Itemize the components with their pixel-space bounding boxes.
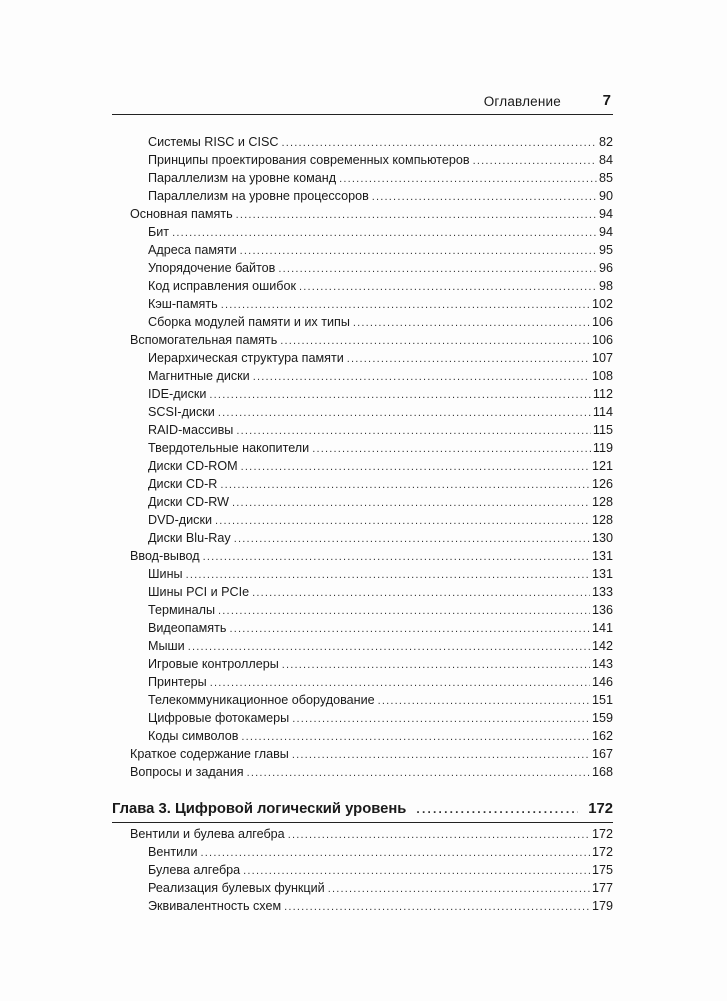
entry-page-number: 131 bbox=[591, 549, 613, 563]
dot-leader bbox=[236, 206, 597, 224]
dot-leader bbox=[312, 440, 591, 458]
toc-section-entry[interactable] bbox=[112, 763, 613, 781]
toc-chapter-heading[interactable] bbox=[112, 797, 613, 821]
toc-subsection-entry[interactable] bbox=[112, 439, 613, 457]
entry-title: Сборка модулей памяти и их типы bbox=[148, 315, 350, 329]
toc-subsection-entry[interactable] bbox=[112, 169, 613, 187]
toc-subsection-entry[interactable] bbox=[112, 151, 613, 169]
dot-leader bbox=[218, 404, 591, 422]
toc-subsection-entry[interactable] bbox=[112, 843, 613, 861]
header-page-number: 7 bbox=[602, 92, 611, 109]
dot-leader bbox=[215, 512, 590, 530]
dot-leader bbox=[280, 332, 590, 350]
entry-title: IDE-диски bbox=[148, 387, 207, 401]
entry-page-number: 108 bbox=[591, 369, 613, 383]
entry-title: Терминалы bbox=[148, 603, 216, 617]
entry-page-number: 131 bbox=[591, 567, 613, 581]
entry-page-number: 90 bbox=[598, 189, 613, 203]
dot-leader bbox=[328, 880, 590, 898]
entry-title: Эквивалентность схем bbox=[148, 899, 282, 913]
entry-page-number: 128 bbox=[591, 495, 613, 509]
entry-page-number: 136 bbox=[591, 603, 613, 617]
dot-leader bbox=[282, 656, 590, 674]
entry-page-number: 98 bbox=[598, 279, 613, 293]
dot-leader bbox=[253, 368, 590, 386]
dot-leader bbox=[232, 494, 590, 512]
entry-title: Вентили bbox=[148, 845, 198, 859]
header-title: Оглавление bbox=[483, 94, 561, 109]
dot-leader bbox=[299, 278, 597, 296]
toc-subsection-entry[interactable] bbox=[112, 879, 613, 897]
toc-section-entry[interactable] bbox=[112, 745, 613, 763]
entry-title: Шины PCI и PCIe bbox=[148, 585, 250, 599]
entry-title: Кэш-память bbox=[148, 297, 218, 311]
running-header bbox=[112, 92, 613, 112]
entry-page-number: 133 bbox=[591, 585, 613, 599]
dot-leader bbox=[292, 710, 590, 728]
chapter-entries bbox=[112, 825, 613, 915]
entry-page-number: 151 bbox=[591, 693, 613, 707]
dot-leader bbox=[347, 350, 590, 368]
entry-title: Магнитные диски bbox=[148, 369, 250, 383]
entry-page-number: 146 bbox=[591, 675, 613, 689]
toc-subsection-entry[interactable] bbox=[112, 861, 613, 879]
entry-title: Видеопамять bbox=[148, 621, 227, 635]
toc-section-entry[interactable] bbox=[112, 205, 613, 223]
entry-title: Диски CD-ROM bbox=[148, 459, 238, 473]
toc-subsection-entry[interactable] bbox=[112, 349, 613, 367]
entry-page-number: 121 bbox=[591, 459, 613, 473]
dot-leader bbox=[339, 170, 597, 188]
dot-leader bbox=[203, 548, 590, 566]
toc-section-entry[interactable] bbox=[112, 331, 613, 349]
toc-subsection-entry[interactable] bbox=[112, 313, 613, 331]
entry-title: DVD-диски bbox=[148, 513, 213, 527]
entry-title: Адреса памяти bbox=[148, 243, 237, 257]
dot-leader bbox=[243, 862, 590, 880]
entry-page-number: 102 bbox=[591, 297, 613, 311]
chapter-title: Глава 3. Цифровой логический уровень bbox=[112, 801, 407, 817]
toc-subsection-entry[interactable] bbox=[112, 367, 613, 385]
dot-leader bbox=[221, 296, 590, 314]
entry-title: Принтеры bbox=[148, 675, 207, 689]
dot-leader bbox=[281, 134, 597, 152]
entry-page-number: 143 bbox=[591, 657, 613, 671]
toc-subsection-entry[interactable] bbox=[112, 529, 613, 547]
toc-subsection-entry[interactable] bbox=[112, 493, 613, 511]
toc-section-entry[interactable] bbox=[112, 547, 613, 565]
chapter-gap bbox=[112, 781, 613, 797]
toc-subsection-entry[interactable] bbox=[112, 655, 613, 673]
entry-page-number: 167 bbox=[591, 747, 613, 761]
dot-leader bbox=[210, 674, 590, 692]
entry-page-number: 179 bbox=[591, 899, 613, 913]
toc-subsection-entry[interactable] bbox=[112, 223, 613, 241]
entry-title: Принципы проектирования современных компьютеров bbox=[148, 153, 470, 167]
entry-title: Цифровые фотокамеры bbox=[148, 711, 290, 725]
entry-title: Телекоммуникационное оборудование bbox=[148, 693, 375, 707]
toc-subsection-entry[interactable] bbox=[112, 565, 613, 583]
entry-page-number: 159 bbox=[591, 711, 613, 725]
entry-page-number: 114 bbox=[592, 405, 613, 419]
entry-page-number: 126 bbox=[591, 477, 613, 491]
entry-title: Вопросы и задания bbox=[130, 765, 244, 779]
toc-subsection-entry[interactable] bbox=[112, 403, 613, 421]
dot-leader bbox=[240, 242, 597, 260]
dot-leader bbox=[247, 764, 590, 782]
dot-leader bbox=[201, 844, 590, 862]
toc-subsection-entry[interactable] bbox=[112, 133, 613, 151]
toc-subsection-entry[interactable] bbox=[112, 385, 613, 403]
entry-page-number: 172 bbox=[591, 827, 613, 841]
dot-leader bbox=[209, 386, 591, 404]
dot-leader bbox=[234, 530, 590, 548]
dot-leader bbox=[241, 728, 590, 746]
dot-leader bbox=[378, 692, 590, 710]
toc-subsection-entry[interactable] bbox=[112, 619, 613, 637]
toc-subsection-entry[interactable] bbox=[112, 187, 613, 205]
entry-title: Вспомогательная память bbox=[130, 333, 278, 347]
entry-page-number: 96 bbox=[598, 261, 613, 275]
entry-title: Булева алгебра bbox=[148, 863, 241, 877]
dot-leader bbox=[218, 602, 590, 620]
toc-subsection-entry[interactable] bbox=[112, 295, 613, 313]
entry-title: Вентили и булева алгебра bbox=[130, 827, 285, 841]
entry-page-number: 130 bbox=[591, 531, 613, 545]
toc-subsection-entry[interactable] bbox=[112, 259, 613, 277]
dot-leader bbox=[288, 826, 590, 844]
entry-page-number: 107 bbox=[591, 351, 613, 365]
toc-subsection-entry[interactable] bbox=[112, 475, 613, 493]
header-rule bbox=[112, 114, 613, 115]
toc-subsection-entry[interactable] bbox=[112, 601, 613, 619]
dot-leader bbox=[252, 584, 590, 602]
entry-title: Упорядочение байтов bbox=[148, 261, 276, 275]
entry-page-number: 94 bbox=[598, 207, 613, 221]
toc-subsection-entry[interactable] bbox=[112, 727, 613, 745]
dot-leader bbox=[292, 746, 590, 764]
entry-title: Иерархическая структура памяти bbox=[148, 351, 344, 365]
toc-subsection-entry[interactable] bbox=[112, 457, 613, 475]
dot-leader bbox=[416, 797, 578, 821]
dot-leader bbox=[241, 458, 590, 476]
dot-leader bbox=[236, 422, 591, 440]
dot-leader bbox=[473, 152, 597, 170]
entry-page-number: 115 bbox=[592, 423, 613, 437]
entry-title: Шины bbox=[148, 567, 183, 581]
toc-subsection-entry[interactable] bbox=[112, 277, 613, 295]
entry-page-number: 95 bbox=[598, 243, 613, 257]
dot-leader bbox=[372, 188, 597, 206]
dot-leader bbox=[353, 314, 590, 332]
toc-subsection-entry[interactable] bbox=[112, 673, 613, 691]
table-of-contents bbox=[112, 133, 613, 915]
entry-page-number: 172 bbox=[591, 845, 613, 859]
dot-leader bbox=[284, 898, 590, 916]
entry-page-number: 84 bbox=[598, 153, 613, 167]
chapter-rule bbox=[112, 822, 613, 823]
toc-subsection-entry[interactable] bbox=[112, 241, 613, 259]
entry-title: Ввод-вывод bbox=[130, 549, 200, 563]
entry-title: Системы RISC и CISC bbox=[148, 135, 279, 149]
entry-page-number: 85 bbox=[598, 171, 613, 185]
entry-title: Диски CD-R bbox=[148, 477, 218, 491]
entry-title: SCSI-диски bbox=[148, 405, 215, 419]
entry-page-number: 94 bbox=[598, 225, 613, 239]
entry-title: Диски Blu-Ray bbox=[148, 531, 231, 545]
entry-page-number: 175 bbox=[591, 863, 613, 877]
dot-leader bbox=[172, 224, 597, 242]
entry-title: Параллелизм на уровне команд bbox=[148, 171, 337, 185]
entry-page-number: 106 bbox=[591, 333, 613, 347]
entry-title: Параллелизм на уровне процессоров bbox=[148, 189, 369, 203]
entry-page-number: 162 bbox=[591, 729, 613, 743]
dot-leader bbox=[278, 260, 597, 278]
entry-title: Коды символов bbox=[148, 729, 239, 743]
entry-title: Мыши bbox=[148, 639, 185, 653]
entry-page-number: 168 bbox=[591, 765, 613, 779]
entry-page-number: 177 bbox=[591, 881, 613, 895]
entry-page-number: 142 bbox=[591, 639, 613, 653]
entry-page-number: 112 bbox=[592, 387, 613, 401]
dot-leader bbox=[186, 566, 590, 584]
entry-title: Твердотельные накопители bbox=[148, 441, 310, 455]
toc-subsection-entry[interactable] bbox=[112, 637, 613, 655]
toc-subsection-entry[interactable] bbox=[112, 583, 613, 601]
entry-page-number: 128 bbox=[591, 513, 613, 527]
toc-subsection-entry[interactable] bbox=[112, 709, 613, 727]
entry-title: Основная память bbox=[130, 207, 233, 221]
entry-title: Код исправления ошибок bbox=[148, 279, 297, 293]
entry-title: Краткое содержание главы bbox=[130, 747, 289, 761]
toc-subsection-entry[interactable] bbox=[112, 691, 613, 709]
entry-title: Диски CD-RW bbox=[148, 495, 230, 509]
entry-title: Реализация булевых функций bbox=[148, 881, 325, 895]
entry-page-number: 82 bbox=[598, 135, 613, 149]
entry-title: RAID-массивы bbox=[148, 423, 234, 437]
entry-page-number: 141 bbox=[591, 621, 613, 635]
toc-subsection-entry[interactable] bbox=[112, 421, 613, 439]
dot-leader bbox=[229, 620, 590, 638]
dot-leader bbox=[188, 638, 590, 656]
toc-entries bbox=[112, 133, 613, 781]
entry-title: Игровые контроллеры bbox=[148, 657, 279, 671]
toc-subsection-entry[interactable] bbox=[112, 511, 613, 529]
entry-page-number: 106 bbox=[591, 315, 613, 329]
entry-title: Бит bbox=[148, 225, 170, 239]
toc-section-entry[interactable] bbox=[112, 825, 613, 843]
chapter-page-number: 172 bbox=[588, 801, 613, 817]
entry-page-number: 119 bbox=[592, 441, 613, 455]
dot-leader bbox=[220, 476, 590, 494]
toc-subsection-entry[interactable] bbox=[112, 897, 613, 915]
